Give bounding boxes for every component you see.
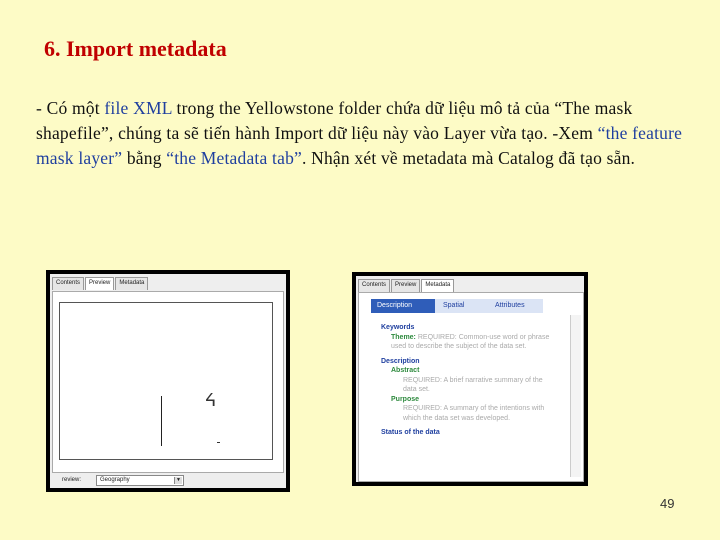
theme-label: Theme: [391,333,416,341]
tab-bar [358,279,455,293]
metadata-tab-text: “the Metadata tab” [166,148,302,168]
file-xml-text: file XML [104,98,172,118]
description-heading[interactable]: Description [381,357,420,365]
map-feature-line [161,396,162,446]
body-paragraph [36,96,686,171]
tab-attributes[interactable]: Attributes [495,302,525,309]
tab-preview[interactable]: Preview [391,279,420,292]
map-feature-dot [217,442,220,443]
metadata-screenshot [352,272,588,486]
keywords-heading[interactable]: Keywords [381,324,415,331]
catalog-window [50,274,286,488]
purpose-text: REQUIRED: A summary of the intentions with which the data set was developed. [403,405,545,422]
tab-description[interactable]: Description [371,299,435,313]
preview-type-value: Geography [100,477,130,483]
catalog-window [356,276,584,482]
tab-contents[interactable]: Contents [358,279,390,292]
theme-text: REQUIRED: Common-use word or phrase used to describe the subject of the data set. [391,333,550,350]
text-segment: bằng [122,148,167,168]
status-heading[interactable]: Status of the data [381,429,440,436]
map-feature-shape: ᔦ [205,390,217,411]
feature-mask-layer-text: “the feature mask layer” [36,123,683,168]
chevron-down-icon[interactable]: ▼ [174,477,182,484]
tab-metadata[interactable]: Metadata [115,277,148,290]
abstract-text: REQUIRED: A brief narrative summary of the data set. [403,376,543,393]
preview-label: review: [62,477,82,483]
tab-contents[interactable]: Contents [52,277,84,290]
tab-metadata[interactable]: Metadata [421,279,454,292]
metadata-pane [358,292,584,482]
slide-title: 6. Import metadata [44,36,227,61]
text-segment: - Có một [36,98,105,118]
theme-entry [381,333,553,352]
preview-screenshot [46,270,290,492]
text-segment: . Nhận xét về metadata mà Catalog đã tạo sẵn. [301,148,636,168]
preview-type-select[interactable] [96,475,184,486]
text-segment: trong the Yellowstone folder chứa dữ liệu mô tả của “The mask shapefile”, chúng ta sẽ tiến hành Import dữ liệu này vào Layer vừa tạo. -Xem [36,98,633,143]
tab-bar [52,277,149,291]
tab-preview[interactable]: Preview [85,277,114,290]
metadata-scrollbar[interactable] [570,315,581,477]
map-extent-frame [59,302,273,460]
metadata-section-tabs [371,299,543,313]
page-number: 49 [660,496,675,511]
preview-toolbar [52,474,284,486]
abstract-label: Abstract [391,367,420,374]
purpose-label: Purpose [391,395,420,403]
tab-spatial[interactable]: Spatial [443,302,465,309]
metadata-content [381,323,553,438]
preview-pane [52,291,284,473]
